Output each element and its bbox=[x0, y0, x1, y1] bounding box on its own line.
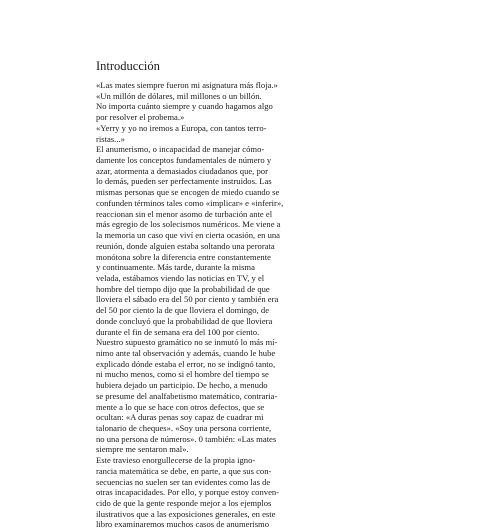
text-line: nimo ante tal observación y además, cuando le hube bbox=[96, 347, 276, 358]
text-line: «Un millón de dólares, mil millones o un billón. bbox=[96, 90, 262, 101]
text-line: secuencias no suelen ser tan evidentes como las de bbox=[96, 476, 271, 487]
text-line: hombre del tiempo dijo que la probabilidad de que bbox=[96, 283, 270, 294]
text-line: no una persona de números». 0 también: «Las mates bbox=[96, 433, 277, 444]
text-line: No importa cuánto siempre y cuando hagamos algo bbox=[96, 101, 273, 112]
text-line: ilustrativos que a las exposiciones generales, en este bbox=[96, 508, 276, 519]
text-line: durante el fin de semana era del 100 por ciento. bbox=[96, 326, 260, 337]
text-line: azar, atormenta a demasiados ciudadanos que, por bbox=[96, 165, 268, 176]
text-line: y continuamente. Más tarde, durante la misma bbox=[96, 262, 255, 273]
text-line: confunden términos tales como «implicar» e «inferir», bbox=[96, 197, 284, 208]
text-line: libro examinaremos muchos casos de anumerismo bbox=[96, 519, 270, 530]
text-line: Este travieso enorgullecerse de la propia igno- bbox=[96, 455, 256, 466]
text-line: lo demás, pueden ser perfectamente instruidos. Las bbox=[96, 176, 272, 187]
text-line: ni mucho menos, como si el hombre del tiempo se bbox=[96, 369, 269, 380]
text-line: más egregio de los solecismos numéricos. Me viene a bbox=[96, 219, 281, 230]
text-line: talonario de cheques». «Soy una persona corriente, bbox=[96, 423, 272, 433]
text-line: damente los conceptos fundamentales de número y bbox=[96, 155, 272, 166]
text-line: hubiera dejado un participio. De hecho, a menudo bbox=[96, 380, 268, 391]
text-line: mente a lo que se hace con otros defectos, que se bbox=[96, 401, 265, 412]
text-line: cido de que la gente responde mejor a los ejemplos bbox=[96, 498, 272, 509]
text-line: donde concluyó que la probabilidad de que lloviera bbox=[96, 315, 273, 326]
text-line: rancia matemática se debe, en parte, a que sus con- bbox=[96, 465, 272, 476]
text-line: mismas personas que se encogen de miedo cuando se bbox=[96, 187, 280, 198]
text-line: «Las mates siempre fueron mi asignatura más floja.» bbox=[96, 80, 278, 90]
text-line: por resolver el probema.» bbox=[96, 112, 185, 123]
text-line: reunión, donde alguien estaba soltando una perorata bbox=[96, 240, 275, 251]
text-line: siempre me sentaron mal». bbox=[96, 444, 189, 455]
text-line: velada, estábamos viendo las noticias en TV, y el bbox=[96, 272, 265, 283]
text-line: reaccionan sin el menor asomo de turbación ante el bbox=[96, 208, 273, 219]
body-text bbox=[96, 80, 416, 530]
text-line: explicado dónde estaba el error, no se indignó tanto, bbox=[96, 358, 276, 369]
text-line: la memoria un caso que viví en cierta ocasión, en una bbox=[96, 230, 280, 241]
text-line: lloviera el sábado era del 50 por ciento y también era bbox=[96, 294, 279, 305]
text-line: monótona sobre la diferencia entre constantemente bbox=[96, 251, 271, 262]
text-line: ristas...» bbox=[96, 133, 125, 144]
text-line: «Yerry y yo no iremos a Europa, con tantos terro- bbox=[96, 122, 267, 133]
text-line: del 50 por ciento la de que lloviera el domingo, de bbox=[96, 305, 270, 316]
text-line: se presume del analfabetismo matemático, contraria- bbox=[96, 390, 278, 401]
section-heading: Introducción bbox=[96, 59, 160, 73]
text-line: Nuestro supuesto gramático no se inmutó lo más mí- bbox=[96, 337, 278, 348]
text-line: El anumerismo, o incapacidad de manejar cómo- bbox=[96, 144, 265, 155]
text-line: otras incapacidades. Por ello, y porque estoy conven- bbox=[96, 487, 280, 498]
text-line: ocultan: «A duras penas soy capaz de cuadrar mi bbox=[96, 412, 264, 423]
